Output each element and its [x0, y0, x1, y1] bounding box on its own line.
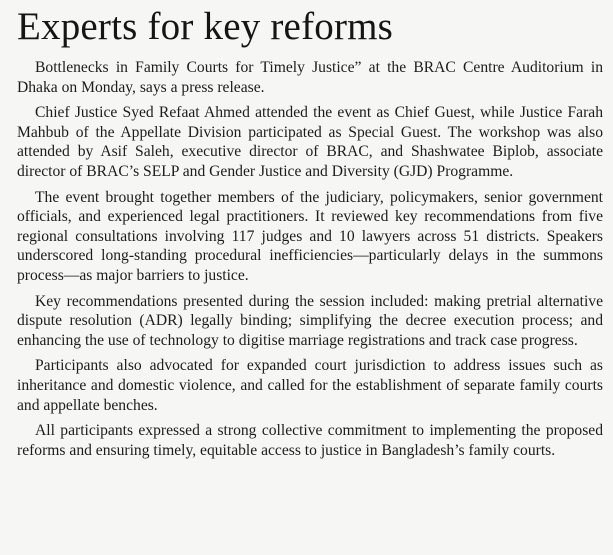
article-paragraph-4: Key recommendations presented during the session included: making pretrial alternative dispute resolution (ADR) legally binding; simplifying the decree execution process; and enhancing the use of technology to digitise marriage registrations and track case progress.	[17, 292, 603, 349]
article-paragraph-6: All participants expressed a strong collective commitment to implementing the proposed reforms and ensuring timely, equitable access to justice in Bangladesh’s family courts.	[17, 422, 603, 459]
article-paragraph-2: Chief Justice Syed Refaat Ahmed attended the event as Chief Guest, while Justice Farah Mahbub of the Appellate Division participated as Special Guest. The workshop was also attended by Asif Saleh, executive director of BRAC, and Shashwatee Biplob, associate director of BRAC’s SELP and Gender Justice and Diversity (GJD) Programme.	[17, 104, 603, 180]
article-paragraph-1: Bottlenecks in Family Courts for Timely Justice” at the BRAC Centre Auditorium in Dhaka on Monday, says a press release.	[17, 59, 603, 96]
article-paragraph-3: The event brought together members of the judiciary, policymakers, senior government officials, and experienced legal practitioners. It reviewed key recommendations from five regional consultations involving 117 judges and 10 lawyers across 51 districts. Speakers underscored long-standing procedural inefficiencies—particularly delays in the summons process—as major barriers to justice.	[17, 188, 603, 284]
article-paragraph-5: Participants also advocated for expanded court jurisdiction to address issues such as inheritance and domestic violence, and called for the establishment of separate family courts and appellate benches.	[17, 357, 603, 414]
article-headline: Experts for key reforms	[17, 5, 394, 48]
article-body	[17, 58, 603, 460]
